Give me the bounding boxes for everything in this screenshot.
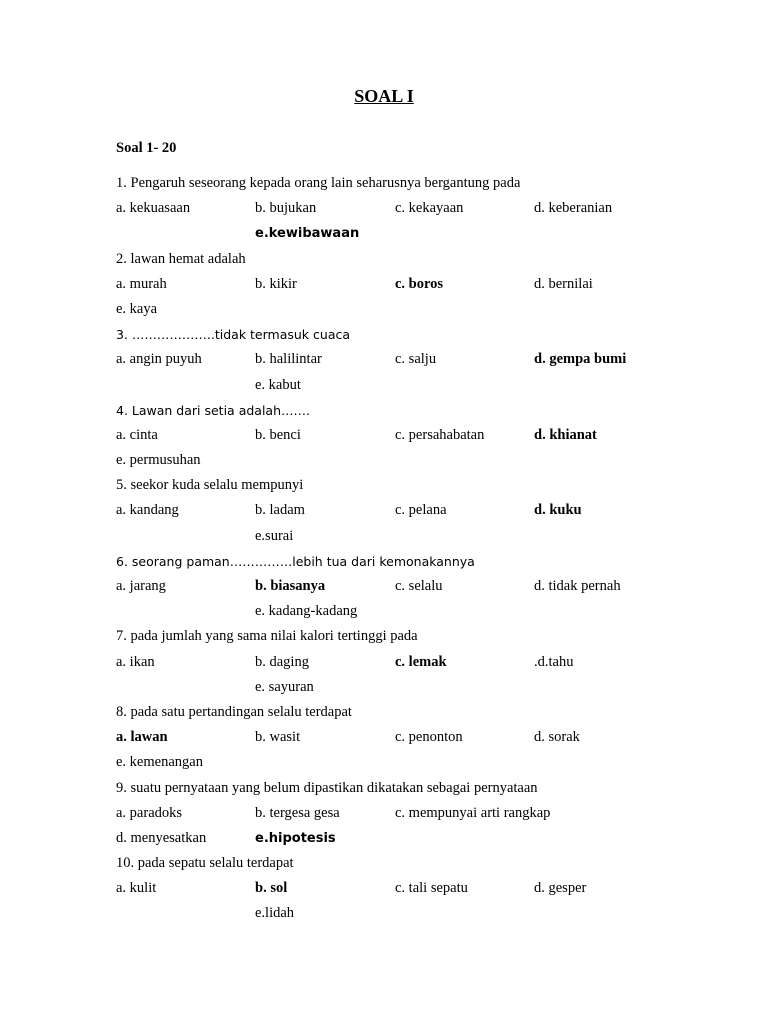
text-line (116, 725, 736, 750)
text-line (116, 196, 736, 221)
answer-option: c. lemak (395, 653, 447, 670)
text-line (116, 876, 736, 901)
answer-option: .d.tahu (534, 653, 574, 670)
text-line (116, 398, 736, 423)
answer-option: a. kekuasaan (116, 200, 191, 217)
answer-option: e.surai (255, 527, 294, 544)
answer-option: e.hipotesis (255, 830, 336, 846)
text-line (116, 574, 736, 599)
text-line (116, 675, 736, 700)
answer-option: c. tali sepatu (395, 880, 468, 897)
question-text: 10. pada sepatu selalu terdapat (116, 855, 294, 872)
text-line (116, 448, 736, 473)
answer-option: d. khianat (534, 426, 597, 443)
answer-option: e. kemenangan (116, 754, 203, 771)
text-line (116, 750, 736, 775)
text-line (116, 247, 736, 272)
answer-option: e.kewibawaan (255, 226, 360, 242)
section-label: Soal 1- 20 (116, 140, 177, 156)
answer-option: e. kaya (116, 300, 158, 317)
question-text: 2. lawan hemat adalah (116, 250, 246, 267)
text-line (116, 851, 736, 876)
answer-option: b. tergesa gesa (255, 804, 340, 821)
answer-option: c. pelana (395, 502, 447, 519)
answer-option: c. salju (395, 351, 437, 368)
answer-option: b. ladam (255, 502, 305, 519)
answer-option: e. kadang-kadang (255, 603, 358, 620)
answer-option: c. boros (395, 275, 444, 292)
answer-option: b. bujukan (255, 200, 317, 217)
question-text: 6. seorang paman……………lebih tua dari kemonakannya (116, 553, 475, 569)
question-text: 8. pada satu pertandingan selalu terdapat (116, 703, 352, 720)
text-line (116, 272, 736, 297)
answer-option: a. cinta (116, 426, 158, 443)
text-line (116, 700, 736, 725)
text-line (116, 801, 736, 826)
text-line (116, 599, 736, 624)
answer-option: b. daging (255, 653, 309, 670)
answer-option: d. kuku (534, 502, 582, 519)
answer-option: c. persahabatan (395, 426, 485, 443)
text-line (116, 776, 736, 801)
text-line (116, 901, 736, 926)
question-text: 9. suatu pernyataan yang belum dipastikan dikatakan sebagai pernyataan (116, 779, 538, 796)
answer-option: e. permusuhan (116, 452, 201, 469)
text-line (116, 221, 736, 246)
answer-option: b. sol (255, 880, 288, 897)
answer-option: d. menyesatkan (116, 829, 207, 846)
question-text: 5. seekor kuda selalu mempunyi (116, 477, 304, 494)
text-line (116, 322, 736, 347)
answer-option: a. murah (116, 275, 167, 292)
text-line (116, 624, 736, 649)
text-line (116, 347, 736, 372)
answer-option: a. kandang (116, 502, 179, 519)
page-title: SOAL I (354, 86, 414, 106)
text-line (116, 549, 736, 574)
question-text: 7. pada jumlah yang sama nilai kalori tertinggi pada (116, 628, 418, 645)
text-line (116, 297, 736, 322)
answer-option: d. gempa bumi (534, 351, 627, 368)
text-line (116, 373, 736, 398)
answer-option: b. kikir (255, 275, 297, 292)
question-text: 4. Lawan dari setia adalah……. (116, 402, 310, 418)
answer-option: b. biasanya (255, 578, 326, 594)
answer-option: c. mempunyai arti rangkap (395, 804, 551, 821)
text-line (116, 423, 736, 448)
answer-option: a. lawan (116, 729, 168, 746)
answer-option: c. penonton (395, 729, 463, 746)
answer-option: a. jarang (116, 578, 166, 594)
text-line (116, 171, 736, 196)
text-line (116, 524, 736, 549)
answer-option: d. gesper (534, 880, 587, 897)
answer-option: a. ikan (116, 653, 155, 670)
answer-option: c. kekayaan (395, 200, 464, 217)
answer-option: d. bernilai (534, 275, 593, 292)
answer-option: d. sorak (534, 729, 580, 746)
answer-option: a. paradoks (116, 804, 183, 821)
text-line (116, 473, 736, 498)
answer-option: b. wasit (255, 729, 301, 746)
answer-option: a. kulit (116, 880, 157, 897)
text-line (116, 498, 736, 523)
question-text: 1. Pengaruh seseorang kepada orang lain seharusnya bergantung pada (116, 175, 521, 191)
text-line (116, 650, 736, 675)
question-list (116, 171, 736, 927)
answer-option: d. tidak pernah (534, 578, 621, 594)
answer-option: a. angin puyuh (116, 351, 202, 368)
answer-option: b. benci (255, 426, 301, 443)
text-line (116, 826, 736, 851)
answer-option: e. sayuran (255, 678, 314, 695)
answer-option: c. selalu (395, 578, 443, 594)
answer-option: b. halilintar (255, 351, 322, 368)
answer-option: e.lidah (255, 905, 295, 922)
answer-option: e. kabut (255, 376, 301, 393)
question-text: 3. ………………..tidak termasuk cuaca (116, 327, 351, 343)
answer-option: d. keberanian (534, 200, 613, 217)
